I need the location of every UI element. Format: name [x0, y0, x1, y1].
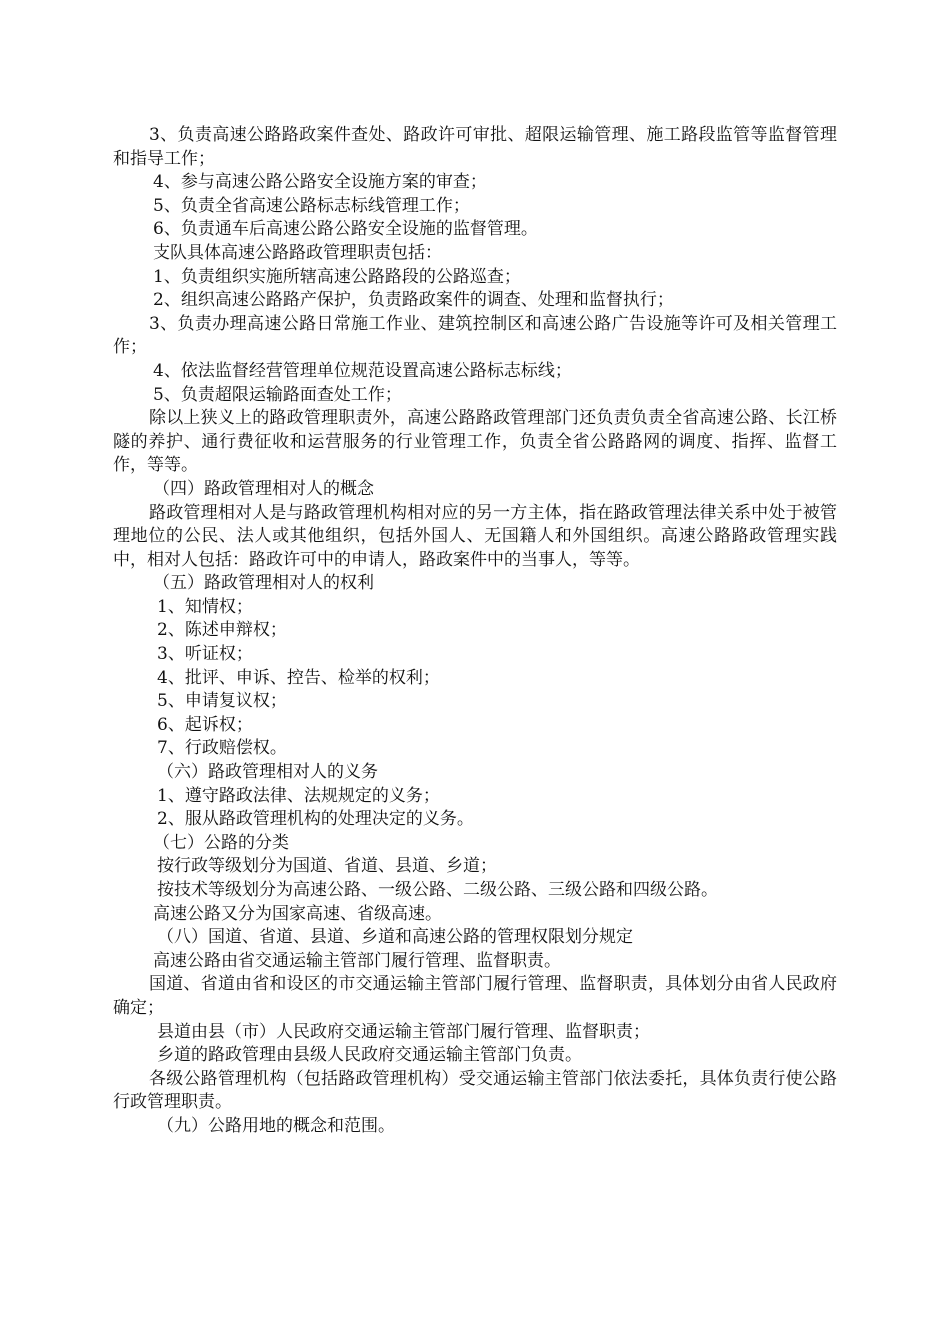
section-heading: （九）公路用地的概念和范围。: [157, 1115, 395, 1136]
section-intro: 支队具体高速公路路政管理职责包括：: [153, 242, 442, 263]
list-item: 4、参与高速公路公路安全设施方案的审查；: [153, 172, 487, 193]
list-item: 4、批评、申诉、控告、检举的权利；: [157, 667, 440, 688]
paragraph: 3、负责高速公路路政案件查处、路政许可审批、超限运输管理、施工路段监管等监督管理和指导工作；: [113, 125, 837, 169]
list-item: 5、申请复议权；: [157, 691, 287, 712]
list-item: 1、知情权；: [157, 596, 253, 617]
paragraph: 路政管理相对人是与路政管理机构相对应的另一方主体，指在路政管理法律关系中处于被管理地位的公民、法人或其他组织，包括外国人、无国籍人和外国组织。高速公路路政管理实践中，相对人包括：路政许可中的申请人，路政案件中的当事人，等等。: [113, 502, 837, 570]
list-item: 6、起诉权；: [157, 714, 253, 735]
list-item: 4、依法监督经营管理单位规范设置高速公路标志标线；: [153, 360, 572, 381]
paragraph: 除以上狭义上的路政管理职责外，高速公路路政管理部门还负责负责全省高速公路、长江桥隧的养护、通行费征收和运营服务的行业管理工作，负责全省公路路网的调度、指挥、监督工作，等等。: [113, 408, 837, 476]
paragraph: 国道、省道由省和设区的市交通运输主管部门履行管理、监督职责，具体划分由省人民政府确定；: [113, 974, 837, 1018]
document-body: [113, 124, 837, 1139]
list-item: 按技术等级划分为高速公路、一级公路、二级公路、三级公路和四级公路。: [157, 880, 718, 900]
list-item: 县道由县（市）人民政府交通运输主管部门履行管理、监督职责；: [157, 1021, 650, 1042]
paragraph: 3、负责办理高速公路日常施工作业、建筑控制区和高速公路广告设施等许可及相关管理工作；: [113, 313, 837, 358]
list-item: 2、服从路政管理机构的处理决定的义务。: [157, 809, 474, 830]
section-heading: （四）路政管理相对人的概念: [153, 478, 374, 499]
list-item: 5、负责全省高速公路标志标线管理工作；: [153, 195, 470, 216]
list-item: 7、行政赔偿权。: [157, 738, 287, 759]
section-heading: （八）国道、省道、县道、乡道和高速公路的管理权限划分规定: [157, 927, 633, 948]
section-heading: （五）路政管理相对人的权利: [153, 573, 374, 594]
list-item: 乡道的路政管理由县级人民政府交通运输主管部门负责。: [157, 1045, 582, 1066]
list-item: 1、遵守路政法律、法规规定的义务；: [157, 785, 440, 806]
list-item: 6、负责通车后高速公路公路安全设施的监督管理。: [153, 219, 538, 240]
section-heading: （七）公路的分类: [153, 832, 289, 853]
list-item: 按行政等级划分为国道、省道、县道、乡道；: [157, 856, 497, 877]
list-item: 2、组织高速公路路产保护，负责路政案件的调查、处理和监督执行；: [153, 290, 674, 311]
list-item: 高速公路又分为国家高速、省级高速。: [153, 903, 442, 924]
list-item: 1、负责组织实施所辖高速公路路段的公路巡查；: [153, 266, 521, 287]
section-heading: （六）路政管理相对人的义务: [157, 762, 378, 783]
list-item: 3、听证权；: [157, 644, 253, 665]
list-item: 5、负责超限运输路面查处工作；: [153, 384, 402, 405]
paragraph: 各级公路管理机构（包括路政管理机构）受交通运输主管部门依法委托，具体负责行使公路行政管理职责。: [113, 1068, 837, 1113]
list-item: 2、陈述申辩权；: [157, 620, 287, 641]
list-item: 高速公路由省交通运输主管部门履行管理、监督职责。: [153, 950, 561, 971]
